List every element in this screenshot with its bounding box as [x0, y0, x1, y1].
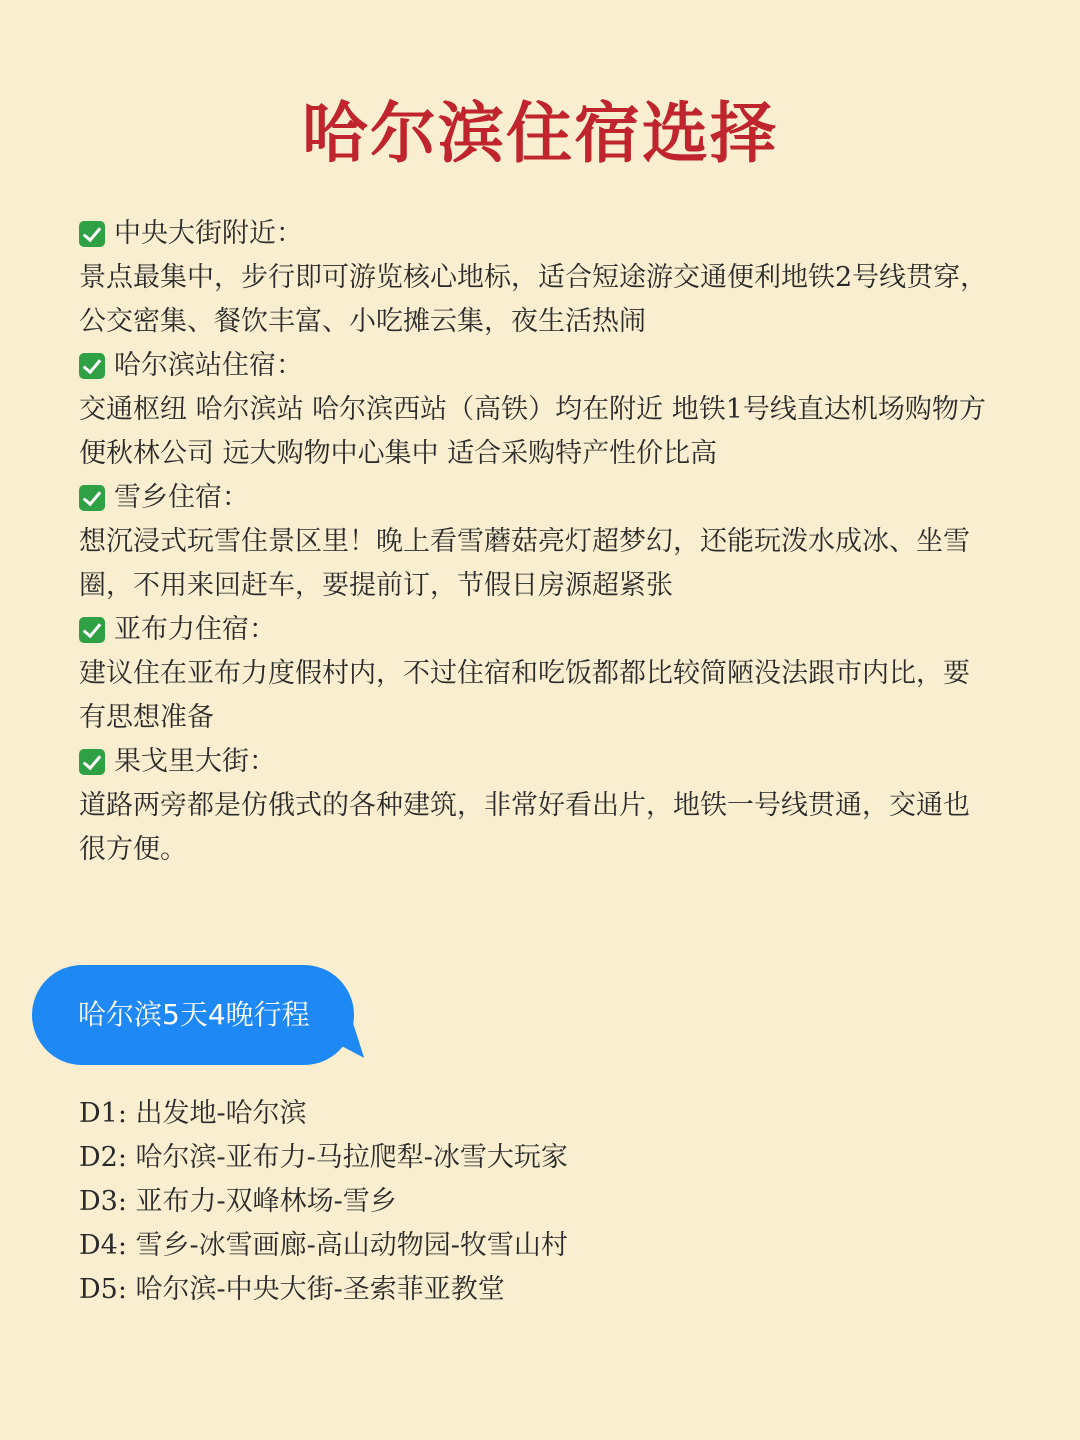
stay-section-yabuli [79, 608, 1009, 740]
stay-section-snow-town [79, 476, 1009, 608]
stay-description: 景点最集中，步行即可游览核心地标，适合短途游交通便利地铁2号线贯穿， 公交密集、餐饮丰富、小吃摊云集，夜生活热闹 [79, 262, 988, 337]
stay-heading: 果戈里大街： [114, 746, 276, 777]
itinerary-day-2: D2: 哈尔滨-亚布力-马拉爬犁-冰雪大玩家 [79, 1142, 568, 1173]
stay-heading: 中央大街附近： [114, 218, 303, 249]
itinerary-day-5: D5: 哈尔滨-中央大街-圣索菲亚教堂 [79, 1274, 505, 1305]
itinerary-day-4: D4: 雪乡-冰雪画廊-高山动物园-牧雪山村 [79, 1230, 568, 1261]
stay-description: 想沉浸式玩雪住景区里！晚上看雪蘑菇亮灯超梦幻，还能玩泼水成冰、坐雪 圈，不用来回赶车，要提前订，节假日房源超紧张 [79, 526, 970, 601]
stay-description: 建议住在亚布力度假村内，不过住宿和吃饭都都比较简陋没法跟市内比，要 有思想准备 [79, 658, 970, 733]
check-mark-icon [79, 617, 105, 643]
stay-section-gogol-street [79, 740, 1009, 872]
itinerary-speech-bubble [32, 965, 372, 1069]
page-title: 哈尔滨住宿选择 [302, 94, 778, 172]
itinerary-day-1: D1: 出发地-哈尔滨 [79, 1098, 307, 1129]
check-mark-icon [79, 485, 105, 511]
stay-section-central-street [79, 212, 1009, 344]
itinerary-title: 哈尔滨5天4晚行程 [78, 998, 310, 1031]
stay-description: 道路两旁都是仿俄式的各种建筑，非常好看出片，地铁一号线贯通，交通也 很方便。 [79, 790, 970, 865]
stay-description: 交通枢纽 哈尔滨站 哈尔滨西站（高铁）均在附近 地铁1号线直达机场购物方 便秋林公司 远大购物中心集中 适合采购特产性价比高 [79, 394, 986, 469]
accommodation-list [79, 212, 1009, 872]
stay-heading: 亚布力住宿： [114, 614, 276, 645]
itinerary-list [79, 1092, 1009, 1312]
check-mark-icon [79, 353, 105, 379]
check-mark-icon [79, 221, 105, 247]
stay-heading: 哈尔滨站住宿： [114, 350, 303, 381]
itinerary-day-3: D3: 亚布力-双峰林场-雪乡 [79, 1186, 397, 1217]
check-mark-icon [79, 749, 105, 775]
stay-heading: 雪乡住宿： [114, 482, 249, 513]
stay-section-harbin-station [79, 344, 1009, 476]
